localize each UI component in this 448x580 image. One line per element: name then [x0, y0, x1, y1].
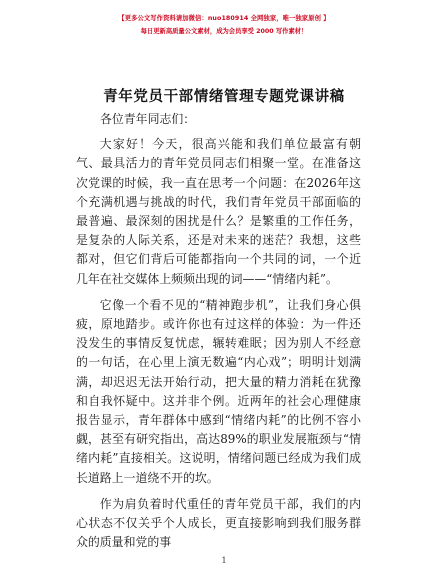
paragraph-2: 它像一个看不见的“精神跑步机”，让我们身心俱疲，原地踏步。或许你也有过这样的体验：为一件还没发生的事情反复忧虑，辗转难眠；因为别人不经意的一句话，在心里上演无数遍“内心戏”；明明计划满满，却迟迟无法开始行动，把大量的精力消耗在犹豫和自我怀疑中。这并非个例。近两年的社会心理健康报告显示，青年群体中感到“情绪内耗”的比例不容小觑，甚至有研究指出，高达89%的职业发展瓶颈与“情绪内耗”直接相关。这说明，情绪问题已经成为我们成长道路上一道绕不开的坎。 — [76, 297, 361, 485]
paragraph-3: 作为肩负着时代重任的青年党员干部，我们的内心状态不仅关乎个人成长，更直接影响到我们服务群众的质量和党的事 — [76, 496, 361, 550]
paragraph-1: 大家好！今天，很高兴能和我们单位最富有朝气、最具活力的青年党员同志们相聚一堂。在准备这次党课的时候，我一直在思考一个问题：在2026年这个充满机遇与挑战的时代，我们青年党员干部面临的最普遍、最深刻的困扰是什么？是繁重的工作任务，是复杂的人际关系，还是对未来的迷茫？我想，这些都对，但它们背后可能都指向一个共同的词，一个近几年在社交媒体上频频出现的词——“情绪内耗”。 — [76, 137, 361, 286]
promo-line-1: 【更多公文写作资料请加微信：nuo180914 全网独家，唯一独家原创 】 — [118, 15, 330, 22]
promo-banner — [0, 13, 448, 38]
document-body — [76, 110, 361, 559]
salutation: 各位青年同志们： — [100, 112, 196, 126]
promo-line-2: 每日更新高质量公文素材，成为会员享受 2000 写作素材！ — [140, 28, 308, 35]
page-number: 1 — [221, 556, 227, 565]
document-title: 青年党员干部情绪管理专题党课讲稿 — [103, 89, 345, 105]
